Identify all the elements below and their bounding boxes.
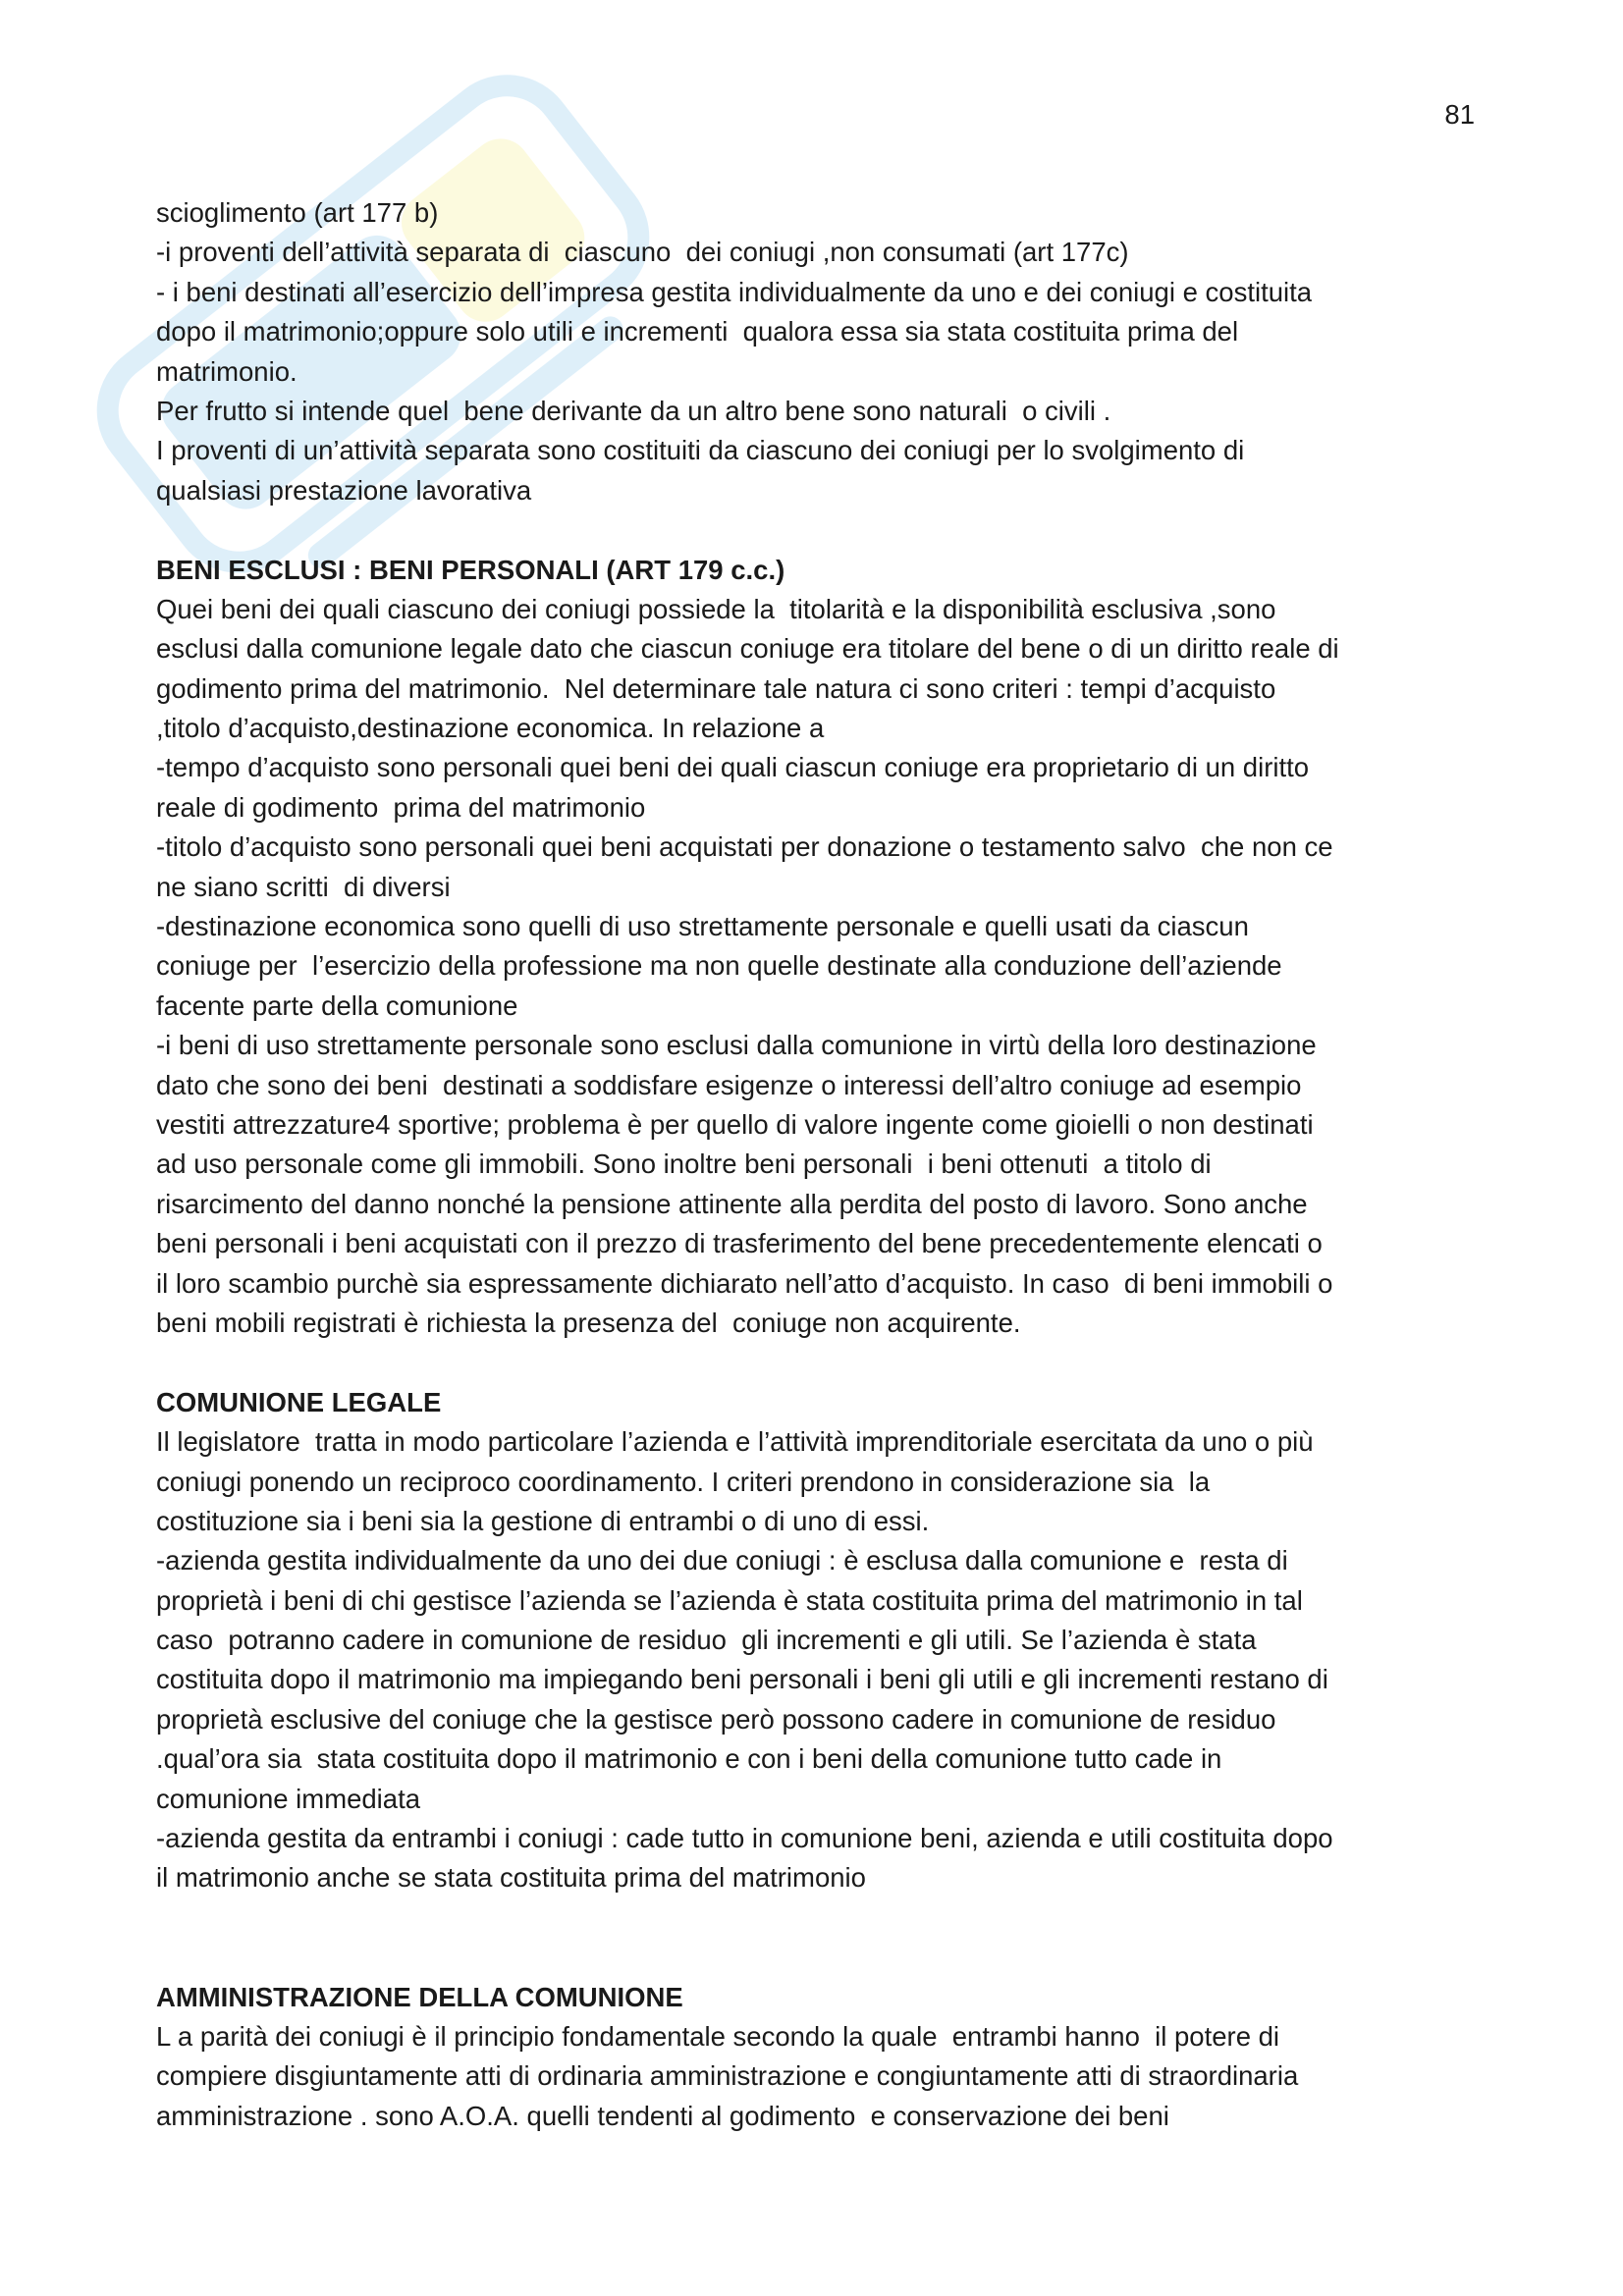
text-line: beni personali i beni acquistati con il prezzo di trasferimento del bene precedentemente elencati o: [156, 1228, 1323, 1259]
section-intro: [156, 193, 1550, 510]
text-line: L a parità dei coniugi è il principio fondamentale secondo la quale entrambi hanno il potere di: [156, 2020, 1280, 2052]
section-heading: BENI ESCLUSI : BENI PERSONALI (ART 179 c.c.): [156, 554, 785, 585]
text-line: beni mobili registrati è richiesta la presenza del coniuge non acquirente.: [156, 1307, 1021, 1338]
text-line: caso potranno cadere in comunione de residuo gli incrementi e gli utili. Se l’azienda è stata: [156, 1625, 1257, 1656]
text-line: ad uso personale come gli immobili. Sono inoltre beni personali i beni ottenuti a titolo di: [156, 1148, 1212, 1180]
text-line: .qual’ora sia stata costituita dopo il matrimonio e con i beni della comunione tutto cade in: [156, 1743, 1222, 1775]
text-line: I proventi di un’attività separata sono costituiti da ciascuno dei coniugi per lo svolgimento di: [156, 435, 1245, 466]
text-line: matrimonio.: [156, 355, 298, 387]
text-line: godimento prima del matrimonio. Nel determinare tale natura ci sono criteri : tempi d’acquisto: [156, 672, 1276, 704]
text-line: -i proventi dell’attività separata di ciascuno dei coniugi ,non consumati (art 177c): [156, 237, 1129, 268]
text-line: Il legislatore tratta in modo particolare l’azienda e l’attività imprenditoriale esercitata da uno o più: [156, 1426, 1314, 1458]
text-line: amministrazione . sono A.O.A. quelli tendenti al godimento e conservazione dei beni: [156, 2100, 1169, 2131]
section-heading: AMMINISTRAZIONE DELLA COMUNIONE: [156, 1981, 683, 2012]
text-line: dopo il matrimonio;oppure solo utili e incrementi qualora essa sia stata costituita prima del: [156, 316, 1239, 347]
text-line: esclusi dalla comunione legale dato che ciascun coniuge era titolare del bene o di un diritto reale di: [156, 633, 1339, 665]
text-line: scioglimento (art 177 b): [156, 197, 439, 228]
text-line: coniuge per l’esercizio della professione ma non quelle destinate alla conduzione dell’aziende: [156, 950, 1282, 982]
text-line: coniugi ponendo un reciproco coordinamento. I criteri prendono in considerazione sia la: [156, 1466, 1211, 1497]
text-line: compiere disgiuntamente atti di ordinaria amministrazione e congiuntamente atti di straordinaria: [156, 2060, 1299, 2092]
text-line: risarcimento del danno nonché la pensione attinente alla perdita del posto di lavoro. Sono anche: [156, 1188, 1308, 1219]
section-beni-esclusi: [156, 551, 1550, 1344]
text-line: costituzione sia i beni sia la gestione di entrambi o di uno di essi.: [156, 1505, 930, 1536]
text-line: -tempo d’acquisto sono personali quei beni dei quali ciascun coniuge era proprietario di un diritto: [156, 752, 1310, 783]
text-line: costituita dopo il matrimonio ma impiegando beni personali i beni gli utili e gli incrementi restano di: [156, 1664, 1328, 1695]
document-body: [156, 193, 1550, 2136]
text-line: proprietà esclusive del coniuge che la gestisce però possono cadere in comunione de residuo: [156, 1703, 1276, 1735]
text-line: comunione immediata: [156, 1783, 421, 1814]
text-line: ,titolo d’acquisto,destinazione economica. In relazione a: [156, 713, 825, 744]
page-number: 81: [1444, 99, 1475, 130]
text-line: -destinazione economica sono quelli di uso strettamente personale e quelli usati da ciascun: [156, 911, 1249, 942]
text-line: proprietà i beni di chi gestisce l’azienda se l’azienda è stata costituita prima del matrimonio in tal: [156, 1584, 1303, 1616]
text-line: - i beni destinati all’esercizio dell’impresa gestita individualmente da uno e dei coniugi e costituita: [156, 276, 1313, 307]
text-line: qualsiasi prestazione lavorativa: [156, 474, 532, 506]
section-comunione-legale: [156, 1383, 1550, 1898]
text-line: il matrimonio anche se stata costituita prima del matrimonio: [156, 1862, 866, 1894]
text-line: Quei beni dei quali ciascuno dei coniugi possiede la titolarità e la disponibilità esclusiva ,sono: [156, 593, 1276, 624]
text-line: -titolo d’acquisto sono personali quei beni acquistati per donazione o testamento salvo che non ce: [156, 831, 1333, 863]
section-amministrazione: [156, 1978, 1550, 2137]
text-line: -azienda gestita da entrambi i coniugi : cade tutto in comunione beni, azienda e utili costituita dopo: [156, 1823, 1333, 1854]
text-line: il loro scambio purchè sia espressamente dichiarato nell’atto d’acquisto. In caso di beni immobili o: [156, 1267, 1333, 1299]
text-line: dato che sono dei beni destinati a soddisfare esigenze o interessi dell’altro coniuge ad esempio: [156, 1069, 1302, 1100]
text-line: ne siano scritti di diversi: [156, 871, 451, 902]
text-line: -i beni di uso strettamente personale sono esclusi dalla comunione in virtù della loro destinazione: [156, 1030, 1317, 1061]
text-line: vestiti attrezzature4 sportive; problema è per quello di valore ingente come gioielli o non destinati: [156, 1108, 1314, 1140]
text-line: reale di godimento prima del matrimonio: [156, 791, 646, 823]
section-heading: COMUNIONE LEGALE: [156, 1386, 442, 1417]
text-line: facente parte della comunione: [156, 989, 518, 1021]
text-line: -azienda gestita individualmente da uno dei due coniugi : è esclusa dalla comunione e resta di: [156, 1545, 1288, 1576]
text-line: Per frutto si intende quel bene derivante da un altro bene sono naturali o civili .: [156, 395, 1111, 426]
